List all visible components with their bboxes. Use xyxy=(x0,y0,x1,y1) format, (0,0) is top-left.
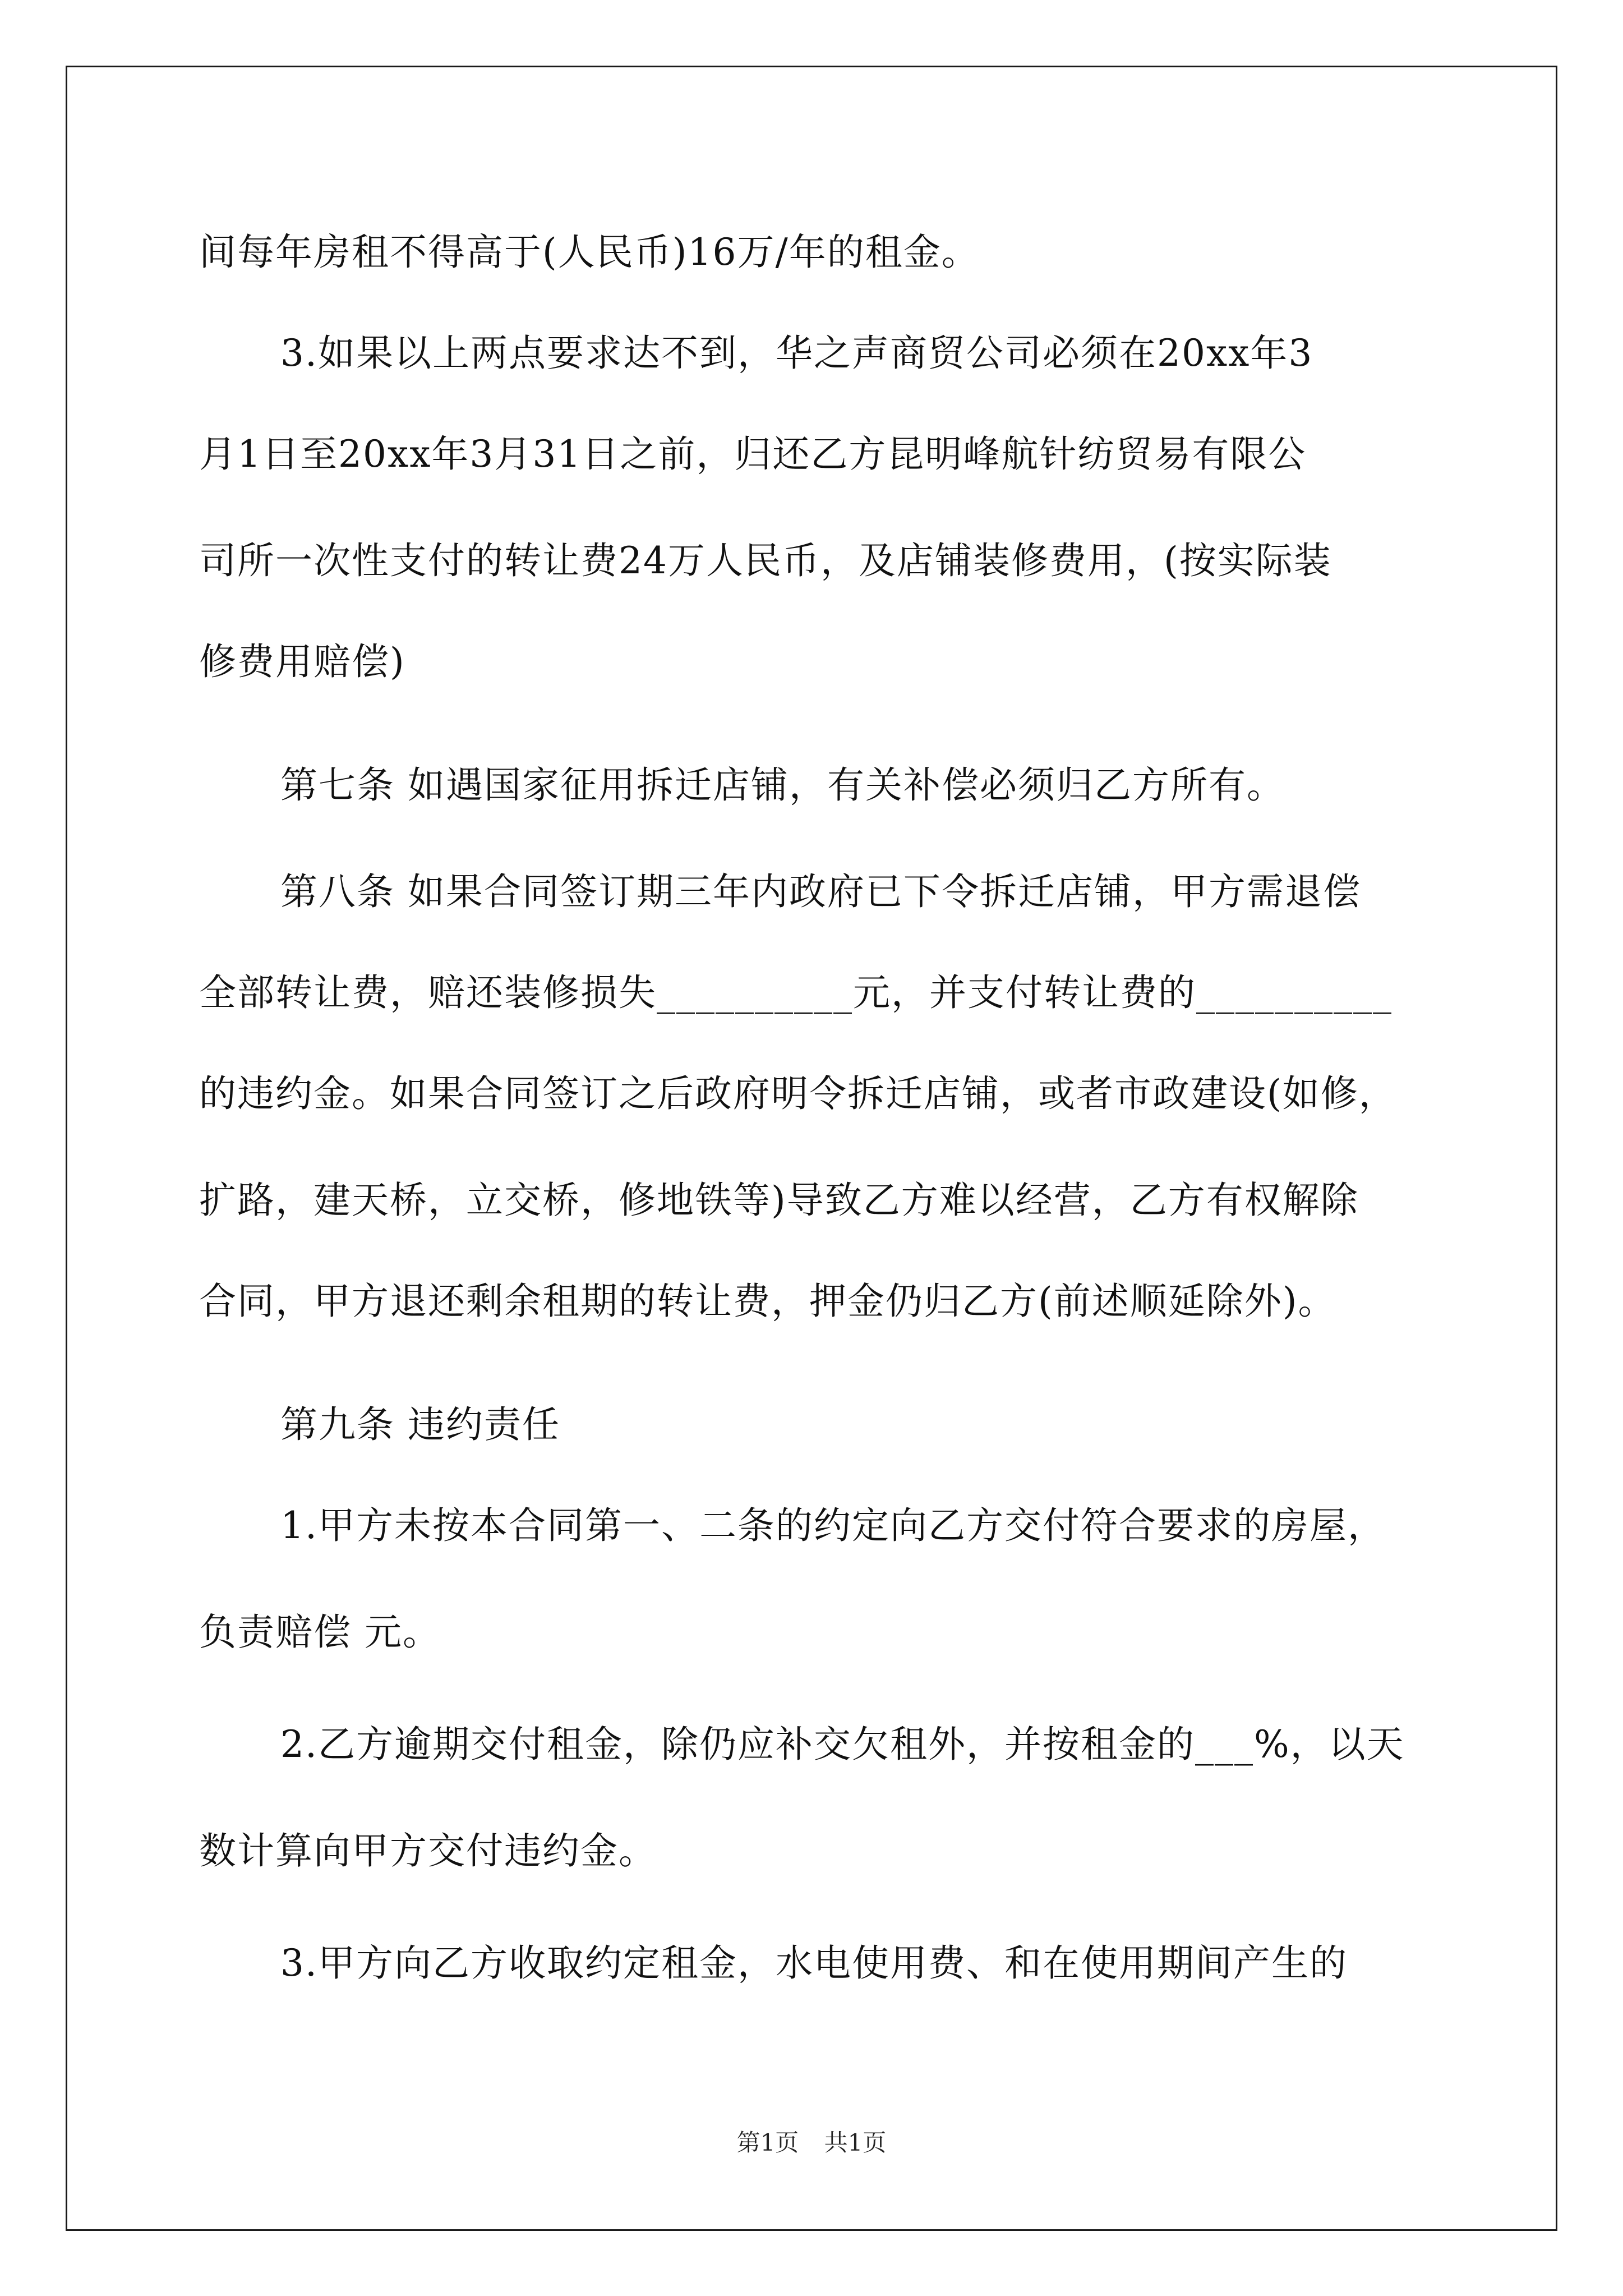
text-line: 3.如果以上两点要求达不到，华之声商贸公司必须在20xx年3 xyxy=(280,332,1313,375)
text-line: 1.甲方未按本合同第一、二条的约定向乙方交付符合要求的房屋， xyxy=(280,1504,1386,1547)
text-line: 负责赔偿 元。 xyxy=(199,1611,441,1654)
text-line: 3.甲方向乙方收取约定租金，水电使用费、和在使用期间产生的 xyxy=(280,1941,1348,1985)
text-line: 第八条 如果合同签订期三年内政府已下令拆迁店铺，甲方需退偿 xyxy=(280,870,1361,913)
page-footer xyxy=(0,2129,1623,2157)
page-border xyxy=(66,66,1557,2231)
text-line: 司所一次性支付的转让费24万人民币，及店铺装修费用，(按实际装 xyxy=(199,539,1332,582)
text-line: 月1日至20xx年3月31日之前，归还乙方昆明峰航针纺贸易有限公 xyxy=(199,432,1307,476)
text-line: 数计算向甲方交付违约金。 xyxy=(199,1829,657,1872)
text-line: 第七条 如遇国家征用拆迁店铺，有关补偿必须归乙方所有。 xyxy=(280,763,1285,807)
text-line: 修费用赔偿) xyxy=(199,640,405,683)
text-line: 2.乙方逾期交付租金，除仍应补交欠租外，并按租金的___%，以天 xyxy=(280,1723,1405,1766)
text-line: 合同，甲方退还剩余租期的转让费，押金仍归乙方(前述顺延除外)。 xyxy=(199,1280,1336,1323)
text-line: 第九条 违约责任 xyxy=(280,1403,560,1446)
text-line: 的违约金。如果合同签订之后政府明令拆迁店铺，或者市政建设(如修， xyxy=(199,1072,1397,1115)
text-line: 全部转让费，赔还装修损失__________元，并支付转让费的__________ xyxy=(199,971,1393,1014)
text-line: 扩路，建天桥，立交桥，修地铁等)导致乙方难以经营，乙方有权解除 xyxy=(199,1179,1359,1222)
page-number: 第1页 xyxy=(736,2129,799,2156)
text-line: 间每年房租不得高于(人民币)16万/年的租金。 xyxy=(199,231,980,274)
page-total: 共1页 xyxy=(824,2129,887,2156)
